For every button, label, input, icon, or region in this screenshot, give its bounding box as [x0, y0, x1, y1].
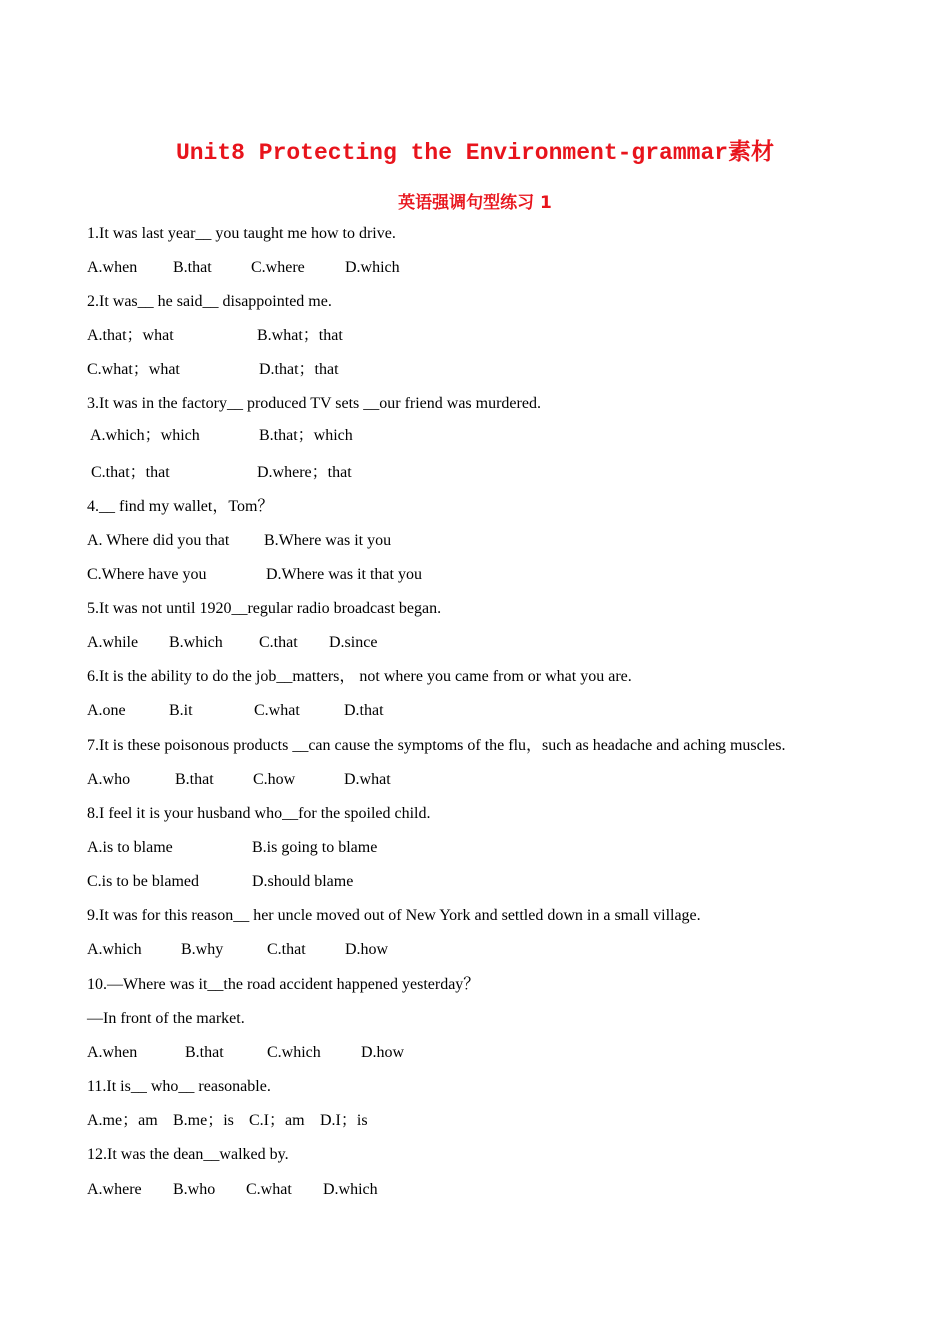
option: B.that；which [259, 427, 353, 444]
option: B.me；is [173, 1112, 234, 1129]
page-subtitle: 英语强调句型练习 1 [398, 193, 552, 213]
option: C.that；that [91, 464, 170, 481]
question-stem: 8.I feel it is your husband who__for the spoiled child. [87, 805, 431, 822]
option: A.while [87, 634, 139, 651]
option: D.which [323, 1181, 378, 1198]
option: A. Where did you that [87, 532, 230, 549]
question-stem: 6.It is the ability to do the job__matters， not where you came from or what you are. [87, 668, 632, 685]
option: A.who [87, 771, 131, 788]
option: A.when [87, 259, 138, 276]
question-stem: 5.It was not until 1920__regular radio broadcast began. [87, 600, 442, 617]
option: A.is to blame [87, 839, 173, 856]
option: A.which [87, 941, 142, 958]
option: D.what [344, 771, 391, 788]
option: D.how [345, 941, 389, 958]
option: C.what；what [87, 361, 180, 378]
option: B.which [169, 634, 223, 651]
question-stem: 9.It was for this reason__ her uncle moved out of New York and settled down in a small village. [87, 907, 701, 924]
option: C.how [253, 771, 296, 788]
option: C.which [267, 1044, 321, 1061]
option: C.what [246, 1181, 292, 1198]
option: D.since [329, 634, 378, 651]
question-stem: 11.It is__ who__ reasonable. [87, 1078, 271, 1095]
option: D.should blame [252, 873, 354, 890]
option: B.what；that [257, 327, 343, 344]
option: C.that [267, 941, 306, 958]
option: D.that [344, 702, 384, 719]
question-stem: 10.—Where was it__the road accident happened yesterday？ [87, 976, 480, 993]
option: D.where；that [257, 464, 352, 481]
option: B.why [181, 941, 224, 958]
option: A.where [87, 1181, 142, 1198]
question-stem: 4.__ find my wallet，Tom？ [87, 498, 274, 515]
question-stem: 12.It was the dean__walked by. [87, 1146, 289, 1163]
option: C.I；am [249, 1112, 305, 1129]
option: B.it [169, 702, 193, 719]
option: C.what [254, 702, 300, 719]
option: A.when [87, 1044, 138, 1061]
question-stem: 1.It was last year__ you taught me how to drive. [87, 225, 396, 242]
option: D.that；that [259, 361, 339, 378]
option: D.which [345, 259, 400, 276]
option: D.how [361, 1044, 405, 1061]
question-stem: 2.It was__ he said__ disappointed me. [87, 293, 332, 310]
option: C.where [251, 259, 305, 276]
option: D.I；is [320, 1112, 368, 1129]
option: B.Where was it you [264, 532, 392, 549]
option: A.that；what [87, 327, 174, 344]
question-stem: 7.It is these poisonous products __can cause the symptoms of the flu，such as headache and aching muscles. [87, 737, 786, 754]
option: D.Where was it that you [266, 566, 422, 583]
option: B.that [173, 259, 212, 276]
option: A.which；which [90, 427, 200, 444]
option: B.is going to blame [252, 839, 378, 856]
option: B.that [175, 771, 214, 788]
option: C.Where have you [87, 566, 207, 583]
option: C.is to be blamed [87, 873, 199, 890]
option: A.me；am [87, 1112, 158, 1129]
option: A.one [87, 702, 126, 719]
option: C.that [259, 634, 298, 651]
answer-line: —In front of the market. [87, 1010, 245, 1027]
option: B.who [173, 1181, 216, 1198]
option: B.that [185, 1044, 224, 1061]
question-stem: 3.It was in the factory__ produced TV sets __our friend was murdered. [87, 395, 541, 412]
page-title: Unit8 Protecting the Environment-grammar素材 [175, 139, 775, 166]
